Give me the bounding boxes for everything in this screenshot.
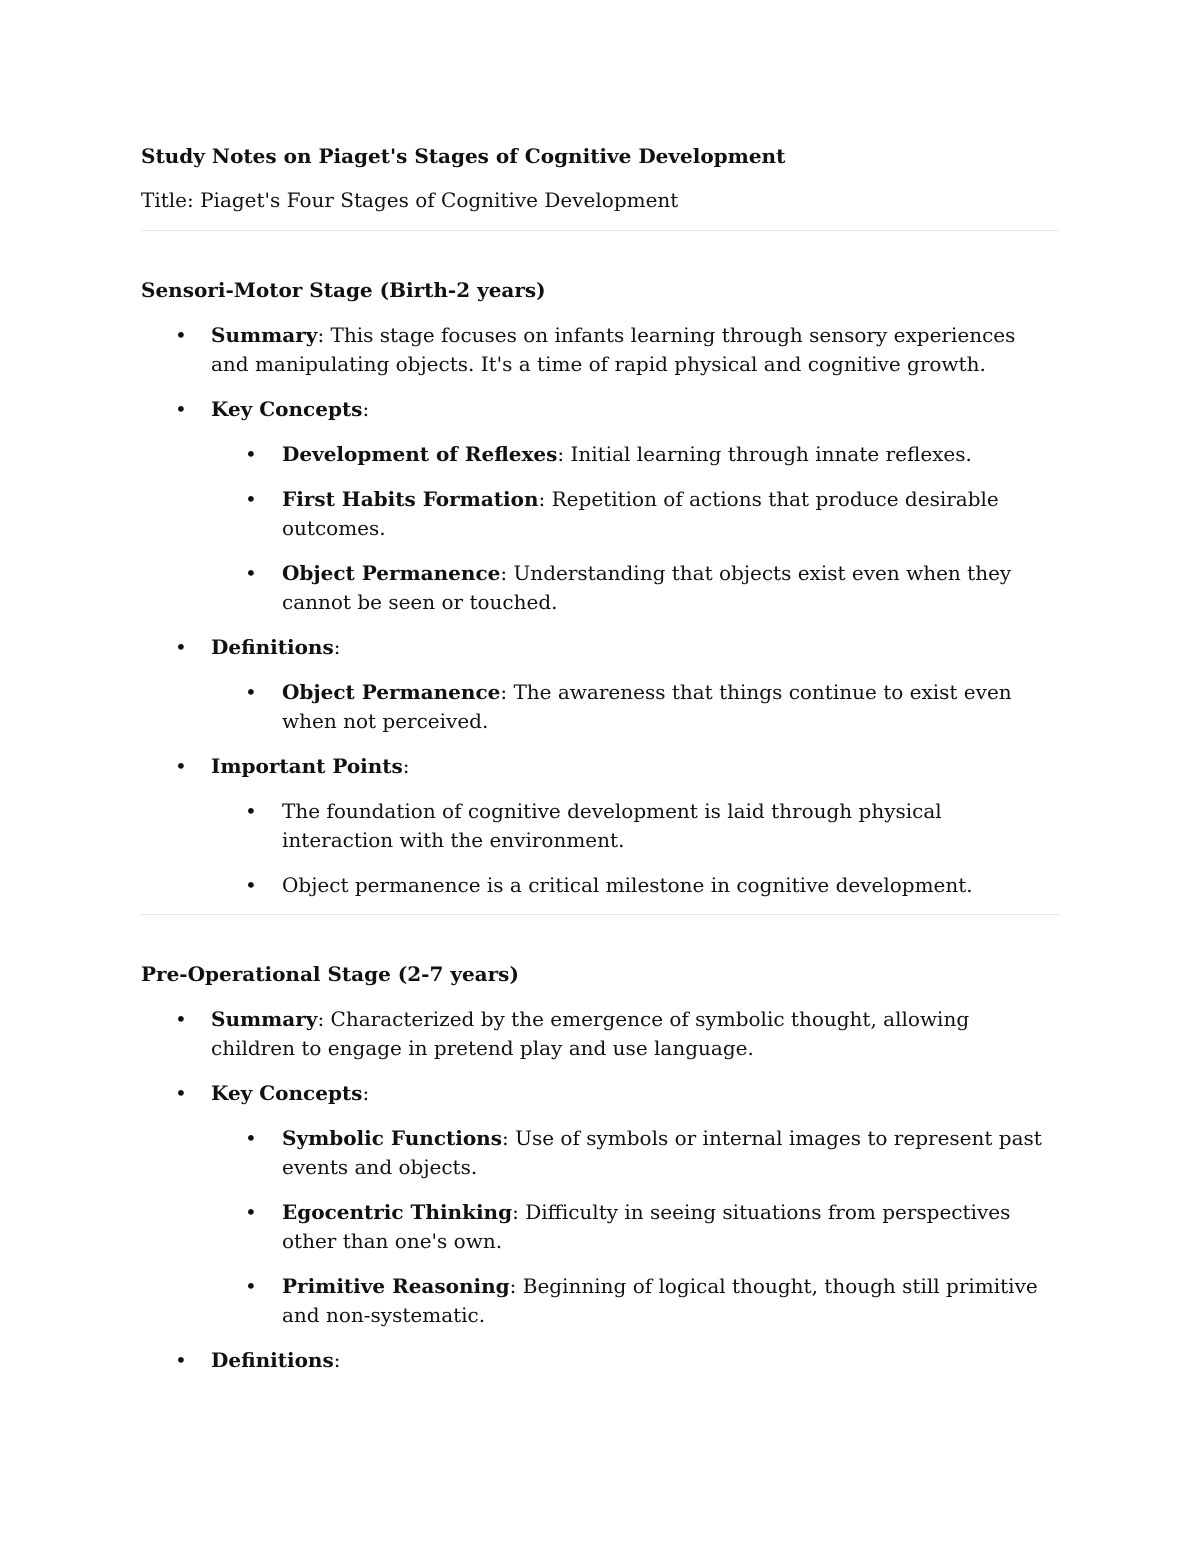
bullet-icon: • [175, 635, 187, 659]
definitions-item: • Definitions: • Object Permanence: The awareness that things continue to exist even when not perceived. [141, 633, 1059, 736]
summary-item: • Summary: Characterized by the emergence of symbolic thought, allowing children to engage in pretend play and use language. [175, 1007, 970, 1060]
key-concepts-list [211, 440, 1059, 617]
key-concepts-list [211, 1124, 1059, 1330]
concept-term: Primitive Reasoning [282, 1274, 510, 1298]
concept-text: Use of symbols or internal images to represent past events and objects. [282, 1126, 1042, 1179]
concept-text: Initial learning through innate reflexes. [570, 442, 972, 466]
divider [141, 914, 1059, 915]
bullet-icon: • [175, 1081, 187, 1105]
summary-text: This stage focuses on infants learning through sensory experiences and manipulating objects. It's a time of rapid physical and cognitive growth. [211, 323, 1016, 376]
document-subtitle: Title: Piaget's Four Stages of Cognitive Development [141, 188, 679, 212]
concept-term: Egocentric Thinking [282, 1200, 513, 1224]
concept-text: Repetition of actions that produce desirable outcomes. [282, 487, 999, 540]
document-title: Study Notes on Piaget's Stages of Cognitive Development [141, 144, 786, 168]
concept-text: Understanding that objects exist even when they cannot be seen or touched. [282, 561, 1012, 614]
definition-text: The awareness that things continue to exist even when not perceived. [282, 680, 1012, 733]
key-concepts-item: • Key Concepts: • Development of Reflexes: Initial learning through innate reflexes. • First Habits Formation: Repetition of actions that produce desirable outcomes. • Object Permanence: Understanding that objects exist even when they cannot be seen or touched. [141, 395, 1059, 617]
list-item: • Primitive Reasoning: Beginning of logical thought, though still primitive and non-systematic. [245, 1274, 1038, 1327]
key-concepts-label: Key Concepts [211, 1081, 363, 1105]
definitions-label: Definitions [211, 635, 334, 659]
bullet-icon: • [245, 1274, 257, 1298]
important-points-list [211, 797, 1059, 900]
section-heading: Pre-Operational Stage (2-7 years) [141, 962, 519, 986]
list-item: • Development of Reflexes: Initial learning through innate reflexes. [211, 440, 1059, 469]
bullet-icon: • [245, 487, 257, 511]
point-text: The foundation of cognitive development is laid through physical interaction with the environment. [282, 799, 942, 852]
bullet-icon: • [245, 680, 257, 704]
section-sensori-motor [141, 275, 1059, 915]
definitions-list [211, 678, 1059, 736]
list-item: • Symbolic Functions: Use of symbols or internal images to represent past events and objects. [245, 1126, 1042, 1179]
section-list [141, 1005, 1059, 1375]
concept-text: Difficulty in seeing situations from perspectives other than one's own. [282, 1200, 1011, 1253]
definition-term: Object Permanence [282, 680, 501, 704]
important-points-item: • Important Points: • The foundation of cognitive development is laid through physical interaction with the environment. • Object permanence is a critical milestone in cognitive development. [141, 752, 1059, 900]
document-page [141, 140, 1059, 1375]
summary-label: Summary [211, 323, 318, 347]
bullet-icon: • [245, 561, 257, 585]
bullet-icon: • [245, 873, 257, 897]
concept-term: Object Permanence [282, 561, 501, 585]
section-heading: Sensori-Motor Stage (Birth-2 years) [141, 278, 546, 302]
section-list [141, 321, 1059, 900]
list-item: • First Habits Formation: Repetition of actions that produce desirable outcomes. [245, 487, 999, 540]
summary-item: • Summary: This stage focuses on infants learning through sensory experiences and manipulating objects. It's a time of rapid physical and cognitive growth. [175, 323, 1016, 376]
important-points-label: Important Points [211, 754, 403, 778]
list-item: • Object Permanence: The awareness that things continue to exist even when not perceived. [245, 680, 1012, 733]
list-item [211, 871, 1059, 900]
concept-term: Development of Reflexes [282, 442, 558, 466]
bullet-icon: • [175, 1007, 187, 1031]
bullet-icon: • [245, 442, 257, 466]
bullet-icon: • [245, 799, 257, 823]
bullet-icon: • [175, 397, 187, 421]
bullet-icon: • [245, 1126, 257, 1150]
point-text: Object permanence is a critical milestone in cognitive development. [282, 873, 973, 897]
definitions-item: • Definitions: [141, 1346, 1059, 1375]
concept-term: First Habits Formation [282, 487, 539, 511]
bullet-icon: • [175, 754, 187, 778]
summary-text: Characterized by the emergence of symbolic thought, allowing children to engage in pretend play and use language. [211, 1007, 970, 1060]
list-item: • Object Permanence: Understanding that objects exist even when they cannot be seen or touched. [245, 561, 1012, 614]
definitions-label: Definitions [211, 1348, 334, 1372]
list-item: • Egocentric Thinking: Difficulty in seeing situations from perspectives other than one's own. [245, 1200, 1011, 1253]
concept-text: Beginning of logical thought, though still primitive and non-systematic. [282, 1274, 1038, 1327]
key-concepts-label: Key Concepts [211, 397, 363, 421]
section-pre-operational [141, 959, 1059, 1375]
summary-label: Summary [211, 1007, 318, 1031]
concept-term: Symbolic Functions [282, 1126, 502, 1150]
bullet-icon: • [175, 323, 187, 347]
divider [141, 230, 1059, 231]
bullet-icon: • [175, 1348, 187, 1372]
key-concepts-item: • Key Concepts: • Symbolic Functions: Use of symbols or internal images to represent past events and objects. • Egocentric Thinking: Difficulty in seeing situations from perspectives other than one's own. • Primitive Reasoning: Beginning of logical thought, though still primitive and non-systematic. [141, 1079, 1059, 1330]
bullet-icon: • [245, 1200, 257, 1224]
list-item [211, 797, 1059, 855]
